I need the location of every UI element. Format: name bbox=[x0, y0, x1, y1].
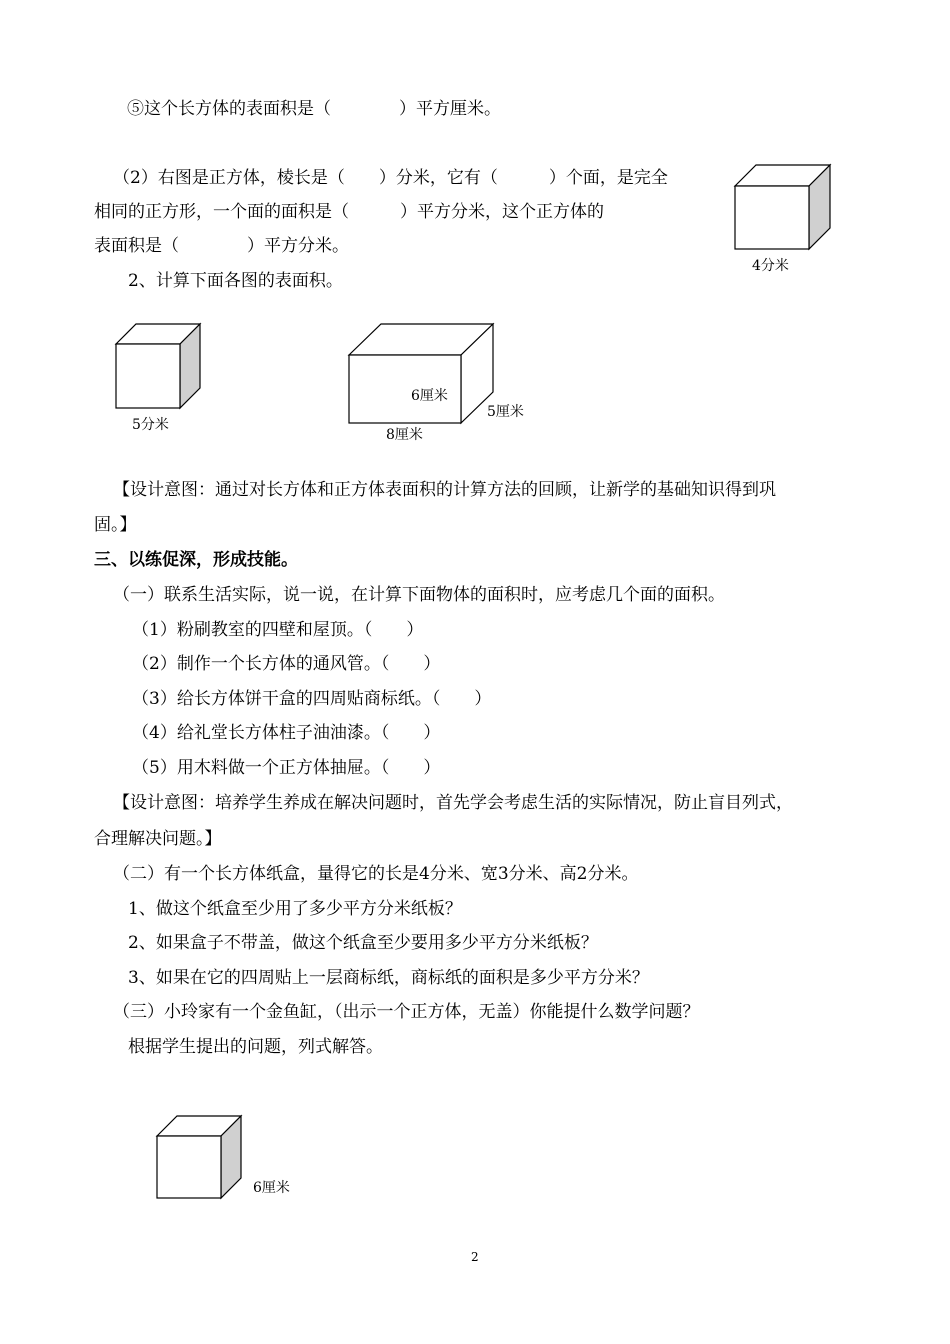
design-intent-1-line-2: 固。】 bbox=[94, 515, 137, 535]
cuboid-depth-label: 5厘米 bbox=[487, 404, 524, 420]
question-2-line-1: （2）右图是正方体，棱长是（ ）分米，它有（ ）个面，是完全 bbox=[113, 168, 668, 188]
part-2-intro: （二）有一个长方体纸盒，量得它的长是4分米、宽3分米、高2分米。 bbox=[113, 864, 639, 884]
cuboid-height-label: 6厘米 bbox=[411, 388, 448, 404]
part-1-item: （5）用木料做一个正方体抽屉。（ ） bbox=[132, 758, 441, 778]
question-2-line-3: 表面积是（ ）平方分米。 bbox=[94, 236, 349, 256]
design-intent-2-line-2: 合理解决问题。】 bbox=[94, 829, 222, 849]
part-1-item: （2）制作一个长方体的通风管。（ ） bbox=[132, 654, 441, 674]
cuboid-figure bbox=[347, 322, 497, 426]
cuboid-length-label: 8厘米 bbox=[386, 427, 423, 443]
cube-bottom-edge-label: 6厘米 bbox=[253, 1180, 290, 1196]
calc-title: 2、计算下面各图的表面积。 bbox=[128, 271, 343, 291]
section-3-title: 三、以练促深，形成技能。 bbox=[94, 550, 298, 570]
part-1-item: （3）给长方体饼干盒的四周贴商标纸。（ ） bbox=[132, 689, 492, 709]
cube-top-edge-label: 4分米 bbox=[752, 258, 789, 274]
part-2-question: 2、如果盒子不带盖，做这个纸盒至少要用多少平方分米纸板？ bbox=[128, 933, 598, 953]
cube-figure-top bbox=[733, 163, 833, 253]
question-5: ⑤这个长方体的表面积是（ ）平方厘米。 bbox=[127, 99, 501, 119]
cube-figure-bottom bbox=[155, 1114, 245, 1202]
part-2-question: 1、做这个纸盒至少用了多少平方分米纸板？ bbox=[128, 899, 462, 919]
part-1-intro: （一）联系生活实际，说一说，在计算下面物体的面积时，应考虑几个面的面积。 bbox=[113, 585, 725, 605]
part-2-question: 3、如果在它的四周贴上一层商标纸，商标纸的面积是多少平方分米？ bbox=[128, 968, 649, 988]
cube-small-edge-label: 5分米 bbox=[132, 417, 169, 433]
design-intent-2-line-1: 【设计意图：培养学生养成在解决问题时，首先学会考虑生活的实际情况，防止盲目列式， bbox=[113, 793, 793, 813]
part-1-item: （1）粉刷教室的四壁和屋顶。（ ） bbox=[132, 620, 424, 640]
cube-figure-small bbox=[114, 322, 204, 410]
question-2-line-2: 相同的正方形，一个面的面积是（ ）平方分米，这个正方体的 bbox=[94, 202, 604, 222]
page-number: 2 bbox=[471, 1250, 479, 1264]
part-3-line-2: 根据学生提出的问题，列式解答。 bbox=[128, 1037, 383, 1057]
part-1-item: （4）给礼堂长方体柱子油油漆。（ ） bbox=[132, 723, 441, 743]
design-intent-1-line-1: 【设计意图：通过对长方体和正方体表面积的计算方法的回顾，让新学的基础知识得到巩 bbox=[113, 480, 776, 500]
part-3-line-1: （三）小玲家有一个金鱼缸，（出示一个正方体，无盖）你能提什么数学问题？ bbox=[113, 1002, 700, 1022]
